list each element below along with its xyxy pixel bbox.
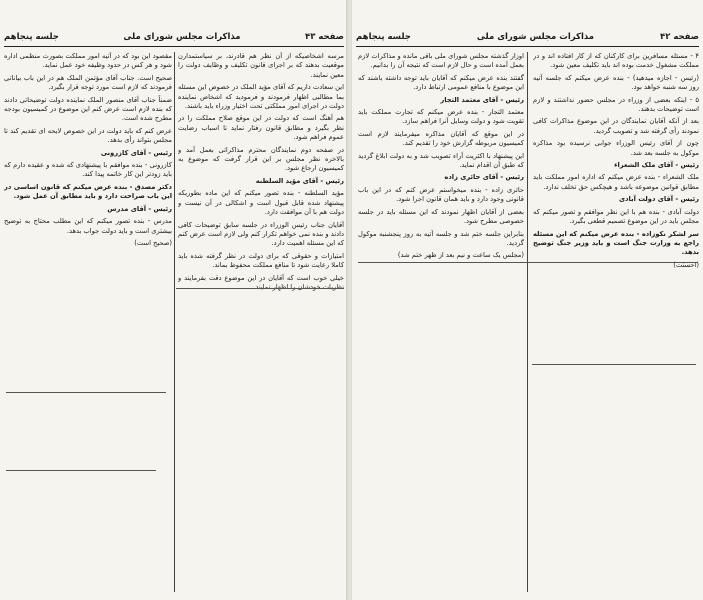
paragraph: مرسه اشخاصیکه از آن نظر هم قادرند، بر سیاستمدارن موقعیت بدهند که بر اجرای قانون تکلیف و وظایف دولت را معین نمایند. [178,52,344,79]
left-page-session: جلسه پنجاهم [4,32,59,42]
paragraph: این سعادت داریم که آقای مؤید الملک در خصوص این مسئله بما مطالبی اظهار فرمودند و فرمودید که اشخاص نماینده دولت در اجرای امور مملکتی تحت اختیار وزراء باید باشند. [178,83,344,111]
right-page-number: صفحه ۴۲ [660,32,699,42]
underline-mark [532,364,696,365]
underline-mark [358,262,698,263]
speaker-line: رئیس - آقای مؤید السلطنه [255,176,344,185]
speaker-line: سر لشکر نکوزاده - بنده عرض میکنم که این مسئله راجع به وزارت جنگ است و باید وزیر جنگ توضیح بدهد. [533,229,699,257]
paragraph: (صحیح است) [134,238,172,247]
paragraph: در صفحه دوم نمایندگان محترم مذاکراتی بعمل آمد و بالاخره نظر مجلس بر این قرار گرفت که موضوع به کمیسیون ارجاع شود. [178,145,344,173]
underline-mark [6,470,156,471]
paragraph: مقصود این بود که در آتیه امور مملکت بصورت منظمی اداره شود و هر کس در حدود وظیفه خود عمل نماید. [4,52,172,70]
right-page-header [356,30,699,44]
paragraph: معتمد التجار - بنده عرض میکنم که تجارت مملکت باید تقویت شود و دولت وسایل آنرا فراهم سازد. [358,108,524,126]
paragraph: دولت آبادی - بنده هم با این نظر موافقم و تصور میکنم که مجلس باید در این موضوع تصمیم قطعی بگیرد. [533,207,699,226]
paragraph: مدرس - بنده تصور میکنم که این مطلب محتاج به توضیح بیشتری است و باید دولت جواب بدهد. [4,217,172,235]
speaker-line: رئیس - آقای دولت آبادی [619,195,699,204]
paragraph: گفتند بنده عرض میکنم که آقایان باید توجه داشته باشند که این موضوع با منافع عمومی ارتباط دارد. [358,73,524,92]
paragraph: این پیشنهاد با اکثریت آراء تصویب شد و به دولت ابلاغ گردید که طبق آن اقدام نماید. [358,151,524,170]
left-column-divider [174,52,175,592]
paragraph: بعضی از آقایان اظهار نمودند که این مسئله باید در جلسه خصوصی مطرح شود. [358,207,524,226]
left-page [0,0,348,600]
left-page-header [4,30,344,44]
paragraph: ضمناً جناب آقای منصور الملک نماینده دولت توضیحاتی دادند که بنده لازم است عرض کنم این موضوع در کمیسیون بودجه مطرح شده است. [4,95,172,123]
right-page-title: مذاکرات مجلس شورای ملی [476,32,595,42]
right-page-session: جلسه پنجاهم [356,32,411,42]
paragraph: در این موقع که آقایان مذاکره میفرمایند لازم است کمیسیون مربوطه گزارش خود را تقدیم کند. [358,129,524,148]
paragraph: اوزار گذشته مجلس شورای ملی باقی مانده و مذاکرات لازم بعمل آمده است و حال لازم است که نتیجه آن را بدانیم. [358,52,524,70]
paragraph: صحیح است. جناب آقای مؤتمن الملک هم در این باب بیاناتی فرمودند که لازم است مورد توجه قرار بگیرد. [4,73,172,92]
left-page-left-column [4,52,172,594]
left-header-rule [4,46,344,47]
paragraph: هم آهنگ است که دولت در این موقع صلاح مملکت را در نظر بگیرد و مطابق قانون رفتار نماید تا اسباب رضایت عموم فراهم شود. [178,114,344,142]
right-header-rule [356,46,699,47]
underline-mark [6,392,166,393]
right-page [352,0,703,600]
right-page-right-column [533,52,699,594]
paragraph: عرض کنم که باید دولت در این خصوص لایحه ای تقدیم کند تا مجلس بتواند رأی بدهد. [4,126,172,145]
left-page-number: صفحه ۴۳ [305,32,344,42]
paragraph: مؤید السلطنه - بنده تصور میکنم که این ماده بطوریکه پیشنهاد شده قابل قبول است و اشکالی در آن نیست و دولت هم با آن موافقت دارد. [178,189,344,217]
paragraph: خیلی خوب است که آقایان در این موضوع دقت بفرمایند و نظریات خودشان را اظهار نمایند. [178,273,344,291]
speaker-line: رئیس - آقای کازرونی [100,148,172,157]
paragraph: (مجلس یک ساعت و نیم بعد از ظهر ختم شد) [397,251,524,260]
paragraph: چون از آقای رئیس الوزراء جوابی نرسیده بود مذاکره موکول به جلسه بعد شد. [533,139,699,157]
paragraph: ۵ - اینکه بعضی از وزراء در مجلس حضور نداشتند و لازم است توضیحات بدهند. [533,95,699,114]
paragraph: کازرونی - بنده موافقم با پیشنهادی که شده و عقیده دارم که باید زودتر این کار خاتمه پیدا کند. [4,161,172,179]
paragraph: ۴ - مسئله مسافرین برای کارکنان که از کار افتاده اند و در مملکت مشغول خدمت بوده اند باید تکلیف معین شود. [533,52,699,70]
paragraph: (رئیس - اجازه میدهید) - بنده عرض میکنم که جلسه آتیه روز سه شنبه خواهد بود. [533,73,699,92]
speaker-line: دکتر مصدق - بنده عرض میکنم که قانون اساسی در این باب صراحت دارد و باید مطابق آن عمل شود. [4,182,172,201]
paragraph: ملک الشعراء - بنده عرض میکنم که اداره امور مملکت باید مطابق قوانین موضوعه باشد و هیچکس حق تخلف ندارد. [533,173,699,191]
left-page-right-column [178,52,344,594]
speaker-line: رئیس - آقای ملک الشعراء [614,161,699,170]
paragraph: (احسنت) [673,260,699,269]
speaker-line: رئیس - آقای حائری زاده [444,173,524,182]
paragraph: امتیازات و حقوقی که برای دولت در نظر گرفته شده باید کاملا رعایت شود تا منافع مملکت محفوظ بماند. [178,251,344,270]
left-page-title: مذاکرات مجلس شورای ملی [123,32,241,42]
speaker-line: رئیس - آقای مدرس [107,204,172,213]
paragraph: بنابراین جلسه ختم شد و جلسه آتیه به روز پنجشنبه موکول گردید. [358,229,524,247]
speaker-line: رئیس - آقای معتمد التجار [440,95,524,104]
paragraph: حائری زاده - بنده میخواستم عرض کنم که در این باب قانونی وجود دارد و باید همان قانون اجرا شود. [358,185,524,204]
underline-mark [176,288,344,289]
paragraph: بعد از آنکه آقایان نمایندگان در این موضوع مذاکرات کافی نمودند رأی گرفته شد و تصویب گردید. [533,117,699,135]
right-page-left-column [358,52,524,594]
right-column-divider [527,52,528,592]
paragraph: آقایان جناب رئیس الوزراء در جلسه سابق توضیحات کافی دادند و بنده نمی خواهم تکرار کنم ولی لازم است عرض کنم که این مسئله اهمیت دارد. [178,220,344,248]
